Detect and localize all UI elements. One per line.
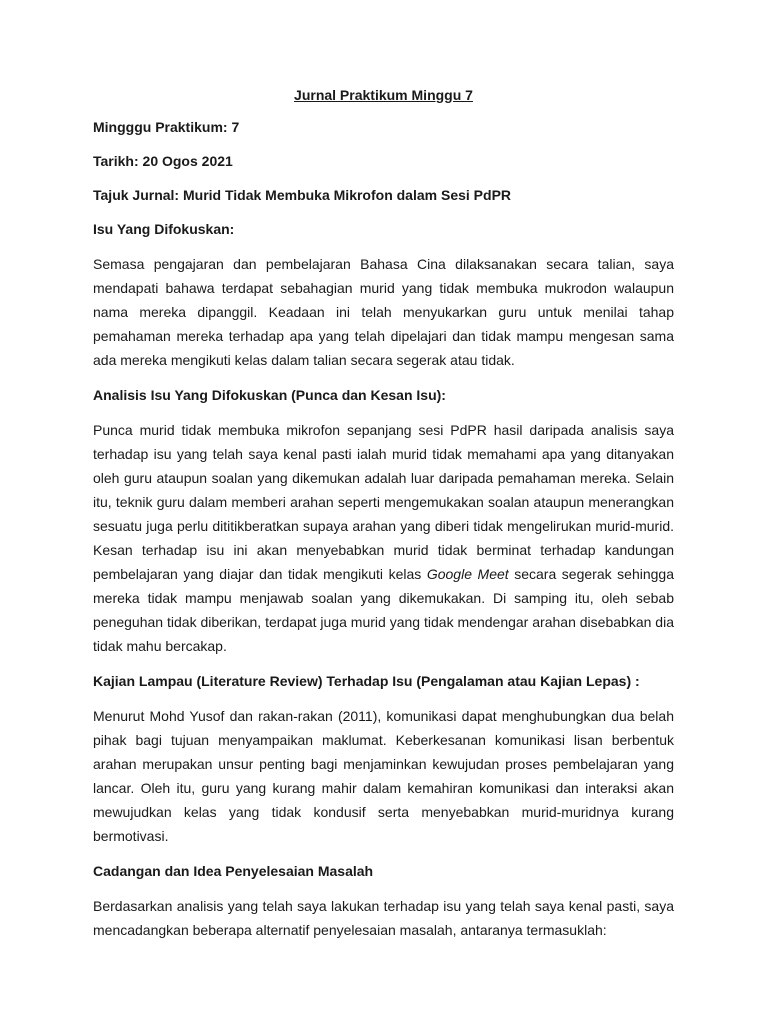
section-body-solutions: Berdasarkan analisis yang telah saya lakukan terhadap isu yang telah saya kenal pasti, saya mencadangkan beberapa alternatif penyelesaian masalah, antaranya termasuklah: (93, 898, 674, 938)
section-body-focused-issue: Semasa pengajaran dan pembelajaran Bahasa Cina dilaksanakan secara talian, saya mendapati bahawa terdapat sebahagian murid yang tidak membuka mukrodon walaupun nama mereka dipanggil. Keadaan ini telah menyukarkan guru untuk menilai tahap pemahaman mereka terhadap apa yang telah dipelajari dan tidak mampu mengesan sama ada mereka mengikuti kelas dalam talian secara segerak atau tidak. (93, 256, 674, 368)
analysis-text-part-1: Punca murid tidak membuka mikrofon sepanjang sesi PdPR hasil daripada analisis saya terhadap isu yang telah saya kenal pasti ialah murid tidak memahami apa yang ditanyakan oleh guru ataupun soalan yang dikemukan adalah luar daripada pemahaman mereka. Selain itu, teknik guru dalam memberi arahan seperti mengemukakan soalan ataupun menerangkan sesuatu juga perlu dititikberatkan supaya arahan yang diberi tidak mengelirukan murid-murid. Kesan terhadap isu ini akan menyebabkan murid tidak berminat terhadap kandungan pembelajaran yang diajar dan tidak mengikuti kelas (93, 422, 674, 582)
section-heading-focused-issue: Isu Yang Difokuskan: (93, 221, 235, 237)
analysis-text-emphasis: Google Meet (426, 566, 509, 582)
journal-title-line: Tajuk Jurnal: Murid Tidak Membuka Mikrofon dalam Sesi PdPR (93, 187, 512, 203)
document-title: Jurnal Praktikum Minggu 7 (294, 87, 473, 103)
section-body-issue-analysis (93, 418, 674, 658)
week-line: Mingggu Praktikum: 7 (93, 119, 240, 135)
date-line: Tarikh: 20 Ogos 2021 (93, 153, 233, 169)
section-heading-issue-analysis: Analisis Isu Yang Difokuskan (Punca dan Kesan Isu): (93, 387, 446, 403)
analysis-text-part-2: secara segerak sehingga mereka tidak mampu menjawab soalan yang dikemukakan. Di samping itu, oleh sebab peneguhan tidak diberikan, terdapat juga murid yang tidak mendengar arahan disebabkan dia tidak mahu bercakap. (93, 566, 674, 654)
document-page (93, 84, 674, 954)
section-body-literature-review: Menurut Mohd Yusof dan rakan-rakan (2011), komunikasi dapat menghubungkan dua belah pihak bagi tujuan menyampaikan maklumat. Keberkesanan komunikasi lisan berbentuk arahan merupakan unsur penting bagi menjaminkan kewujudan proses pembelajaran yang lancar. Oleh itu, guru yang kurang mahir dalam kemahiran komunikasi dan interaksi akan mewujudkan kelas yang tidak kondusif serta menyebabkan murid-muridnya kurang bermotivasi. (93, 708, 674, 844)
section-heading-solutions: Cadangan dan Idea Penyelesaian Masalah (93, 863, 374, 879)
section-heading-literature-review: Kajian Lampau (Literature Review) Terhadap Isu (Pengalaman atau Kajian Lepas) : (93, 673, 640, 689)
